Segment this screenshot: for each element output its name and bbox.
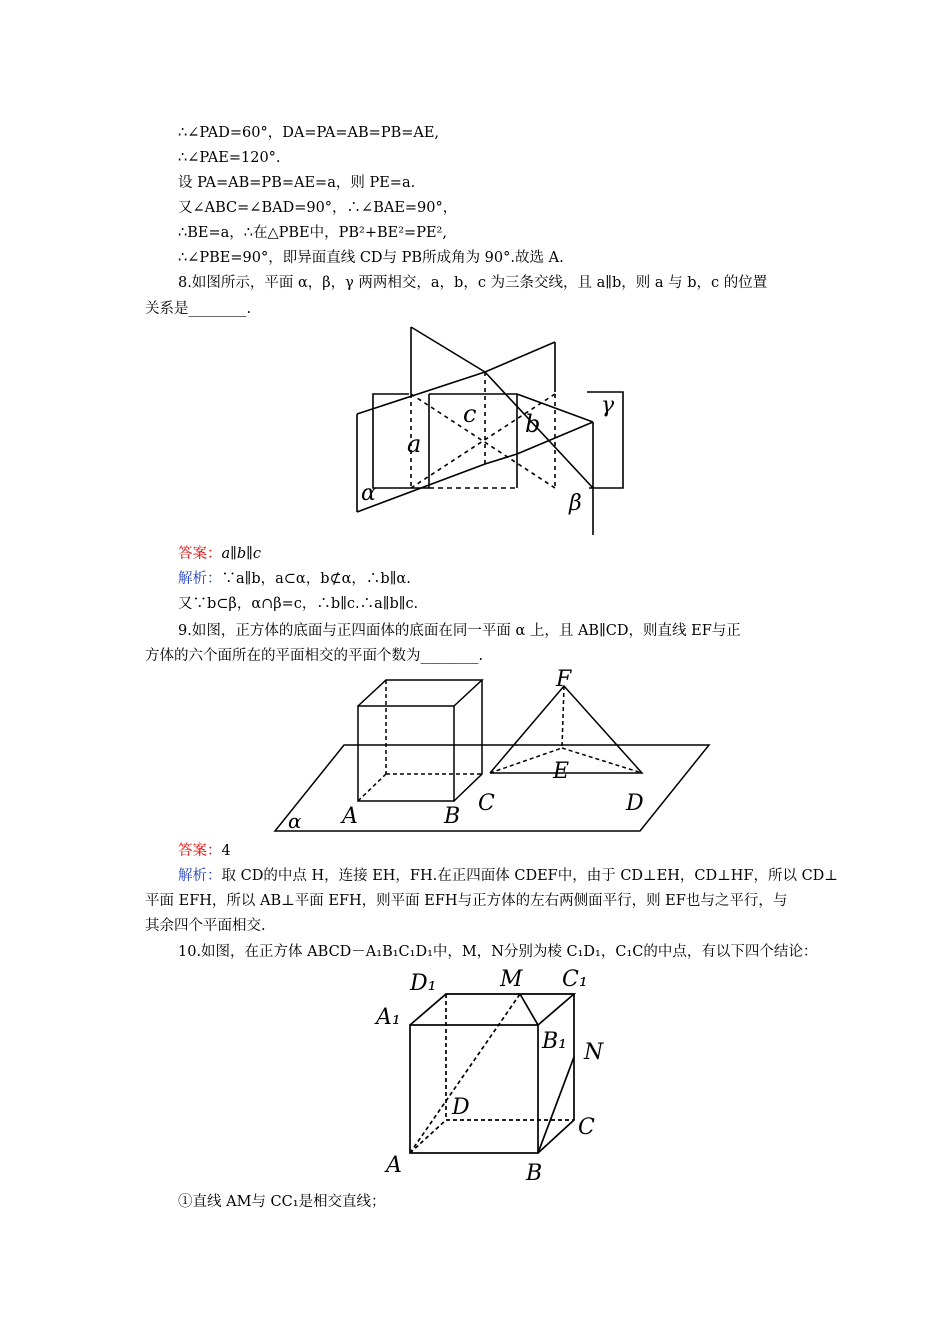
q9-explain <box>178 866 838 886</box>
label-c: c <box>463 400 477 428</box>
label-N: N <box>584 1040 604 1065</box>
label-alpha: α <box>361 481 376 506</box>
answer-value: a∥b∥c <box>221 546 261 562</box>
explain-label: 解析： <box>178 571 222 587</box>
label-B: B <box>526 1161 543 1184</box>
text-line: ∴∠PAE=120°. <box>178 150 281 166</box>
label-D: D <box>452 1095 470 1120</box>
explain-label: 解析： <box>178 868 222 884</box>
label-B: B <box>444 804 461 829</box>
q10-text: 10.如图，在正方体 ABCD－A₁B₁C₁D₁中，M，N分别为棱 C₁D₁，C₁C的中点，有以下四个结论： <box>178 944 818 960</box>
q8-figure <box>355 322 627 538</box>
answer-value: 4 <box>221 843 231 859</box>
label-D: D <box>626 791 644 816</box>
q9-explain-3: 其余四个平面相交. <box>145 918 266 934</box>
label-M: M <box>500 967 523 992</box>
answer-label: 答案： <box>178 546 222 562</box>
explain-text: 取 CD的中点 H，连接 EH，FH.在正四面体 CDEF中，由于 CD⊥EH，CD⊥HF，所以 CD⊥ <box>221 868 838 884</box>
text-line: ∴BE=a，∴在△PBE中，PB²+BE²=PE², <box>178 225 447 241</box>
label-C: C <box>578 1115 595 1140</box>
label-B1: B₁ <box>542 1029 567 1054</box>
label-A: A <box>342 804 358 829</box>
label-b: b <box>525 410 541 438</box>
label-a: a <box>407 430 422 458</box>
label-A: A <box>386 1153 402 1178</box>
q9-text: 9.如图，正方体的底面与正四面体的底面在同一平面 α 上，且 AB∥CD，则直线 EF与正 <box>178 623 741 639</box>
q9-figure <box>272 668 714 834</box>
q10-figure <box>372 962 608 1184</box>
label-D1: D₁ <box>410 971 437 996</box>
label-alpha: α <box>288 809 302 833</box>
q8-text-cont: 关系是________. <box>145 301 252 317</box>
text-line: 设 PA=AB=PB=AE=a，则 PE=a. <box>178 175 416 191</box>
label-A1: A₁ <box>376 1005 401 1030</box>
q8-explain-2: 又∵b⊂β，α∩β=c，∴b∥c.∴a∥b∥c. <box>178 596 419 612</box>
label-E: E <box>553 759 570 784</box>
q8-explain <box>178 569 411 589</box>
q9-explain-2: 平面 EFH，所以 AB⊥平面 EFH，则平面 EFH与正方体的左右两侧面平行，则 EF也与之平行，与 <box>145 893 788 909</box>
text-line: 又∠ABC=∠BAD=90°，∴∠BAE=90°， <box>178 200 458 216</box>
text-line: ∴∠PBE=90°，即异面直线 CD与 PB所成角为 90°.故选 A. <box>178 250 564 266</box>
q8-answer <box>178 544 261 564</box>
label-beta: β <box>569 491 582 516</box>
explain-text: ∵a∥b，a⊂α，b⊄α，∴b∥α. <box>221 571 411 587</box>
answer-label: 答案： <box>178 843 222 859</box>
q9-text-cont: 方体的六个面所在的平面相交的平面个数为________. <box>145 648 484 664</box>
text-line: ∴∠PAD=60°，DA=PA=AB=PB=AE, <box>178 125 440 141</box>
q8-text: 8.如图所示，平面 α，β，γ 两两相交，a，b，c 为三条交线，且 a∥b，则 a 与 b，c 的位置 <box>178 275 768 291</box>
q10-item-1: ①直线 AM与 CC₁是相交直线； <box>178 1194 386 1210</box>
label-C: C <box>478 791 495 816</box>
q9-answer <box>178 841 231 861</box>
label-F: F <box>556 668 572 692</box>
label-gamma: γ <box>601 393 615 418</box>
label-C1: C₁ <box>562 967 588 992</box>
